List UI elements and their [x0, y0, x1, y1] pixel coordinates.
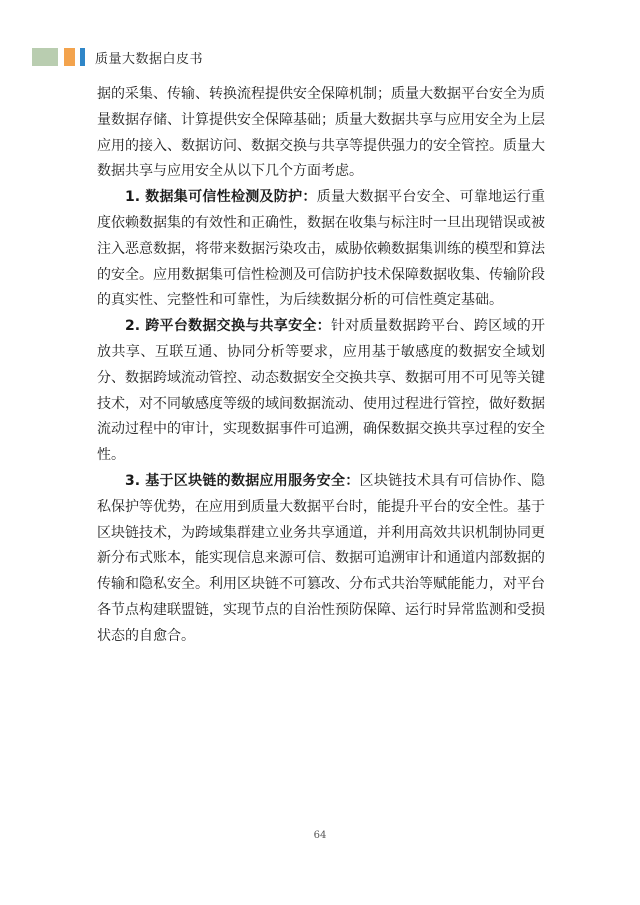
page-header — [32, 46, 203, 68]
header-title: 质量大数据白皮书 — [95, 51, 204, 67]
section-heading-3: 3. 基于区块链的数据应用服务安全： — [125, 472, 360, 489]
section-heading-2: 2. 跨平台数据交换与共享安全： — [125, 318, 331, 335]
intro-paragraph — [97, 82, 545, 185]
section-paragraph-3 — [97, 469, 545, 650]
body-text — [97, 82, 545, 650]
header-orange-block — [64, 48, 75, 66]
section-text-3: 区块链技术具有可信协作、隐私保护等优势，在应用到质量大数据平台时，能提升平台的安全性。基于区块链技术，为跨域集群建立业务共享通道，并利用高效共识机制协同更新分布式账本，能实现信息来源可信、数据可追溯审计和通道内部数据的传输和隐私安全。利用区块链不可篡改、分布式共治等赋能能力，对平台各节点构建联盟链，实现节点的自治性预防保障、运行时异常监测和受损状态的自愈合。 — [97, 472, 546, 644]
section-text-2: 针对质量数据跨平台、跨区域的开放共享、互联互通、协同分析等要求，应用基于敏感度的数据安全域划分、数据跨域流动管控、动态数据安全交换共享、数据可用不可见等关键技术，对不同敏感度等级的域间数据流动、使用过程进行管控，做好数据流动过程中的审计，实现数据事件可追溯，确保数据交换共享过程的安全性。 — [97, 318, 545, 464]
header-blue-block — [80, 48, 85, 66]
section-text-1: 质量大数据平台安全、可靠地运行重度依赖数据集的有效性和正确性，数据在收集与标注时一旦出现错误或被注入恶意数据，将带来数据污染攻击，威胁依赖数据集训练的模型和算法的安全。应用数据集可信性检测及可信防护技术保障数据收集、传输阶段的真实性、完整性和可靠性，为后续数据分析的可信性奠定基础。 — [97, 189, 546, 309]
intro-paragraph-text: 据的采集、传输、转换流程提供安全保障机制；质量大数据平台安全为质量数据存储、计算提供安全保障基础；质量大数据共享与应用安全为上层应用的接入、数据访问、数据交换与共享等提供强力的安全管控。质量大数据共享与应用安全从以下几个方面考虑。 — [97, 86, 545, 180]
section-paragraph-2 — [97, 314, 545, 469]
header-green-block — [32, 48, 58, 66]
page-number: 64 — [313, 830, 327, 841]
section-paragraph-1 — [97, 185, 545, 314]
section-heading-1: 1. 数据集可信性检测及防护： — [125, 189, 317, 206]
